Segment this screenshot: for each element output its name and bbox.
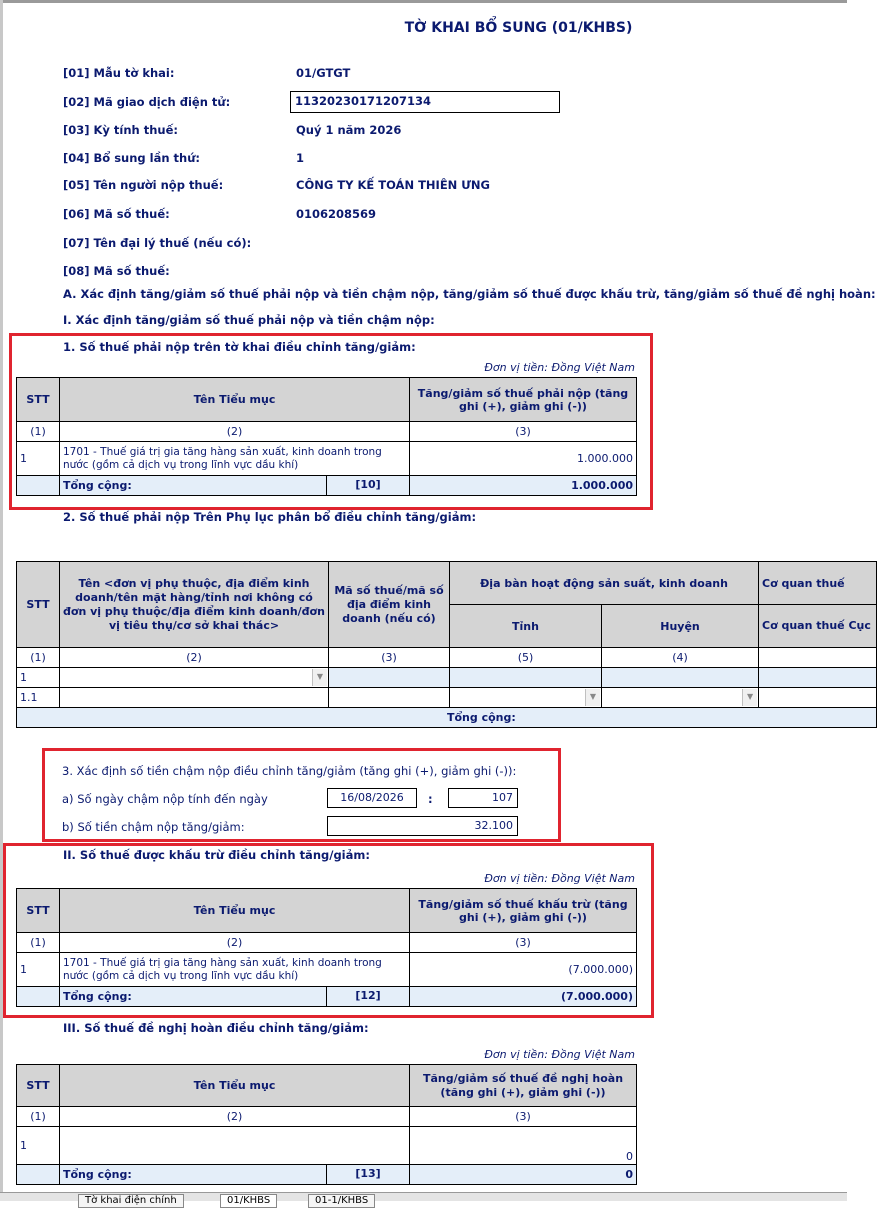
value-supplement-number: 1 (296, 151, 305, 165)
late-days-label: a) Số ngày chậm nộp tính đến ngày (62, 792, 268, 806)
window-top-border (0, 0, 847, 3)
label-tax-period: [03] Kỳ tính thuế: (63, 123, 179, 137)
table2-row2-tinh-dropdown[interactable] (450, 688, 602, 708)
table-iii-total-blank (17, 1165, 60, 1185)
table-ii-total-label: Tổng cộng: (63, 990, 132, 1003)
table-ii-num-1: (1) (17, 933, 60, 953)
table-iii (16, 1064, 637, 1185)
table2-header-tinh: Tỉnh (450, 605, 602, 648)
table-iii-row-name[interactable] (60, 1127, 410, 1165)
label-transaction-code: [02] Mã giao dịch điện tử: (63, 95, 231, 109)
table-iii-row-stt: 1 (17, 1127, 60, 1165)
chevron-down-icon[interactable]: ▼ (585, 689, 600, 706)
label-tax-agent: [07] Tên đại lý thuế (nếu có): (63, 236, 252, 250)
table2-row2-name[interactable] (60, 688, 329, 708)
table2-row1-mst (329, 668, 450, 688)
table1-header-name: Tên Tiểu mục (60, 378, 410, 422)
tab-01-1-khbs[interactable]: 01-1/KHBS (308, 1194, 375, 1208)
table-ii-row-stt: 1 (17, 953, 60, 987)
table1-row-stt: 1 (17, 442, 60, 476)
table1-total-label-cell (60, 476, 410, 496)
table-ii-header-stt: STT (17, 889, 60, 933)
table2-header-cq: Cơ quan thuế (759, 562, 877, 605)
table-ii (16, 888, 637, 1007)
table2-num-blank (759, 648, 877, 668)
value-taxpayer-name: CÔNG TY KẾ TOÁN THIÊN ƯNG (296, 178, 490, 192)
table2-total-label: Tổng cộng: (17, 708, 877, 728)
value-tax-period: Quý 1 năm 2026 (296, 123, 402, 137)
window-left-border (0, 0, 3, 1200)
value-tax-code: 0106208569 (296, 207, 377, 221)
table-iii-num-1: (1) (17, 1107, 60, 1127)
table2-row2-stt: 1.1 (17, 688, 60, 708)
table-ii-row-value[interactable]: (7.000.000) (410, 953, 637, 987)
label-supplement-number: [04] Bổ sung lần thứ: (63, 151, 201, 165)
late-days-field[interactable]: 107 (448, 788, 518, 808)
late-amount-label: b) Số tiền chậm nộp tăng/giảm: (62, 820, 245, 834)
table2-row1-tinh (450, 668, 602, 688)
table-iii-num-2: (2) (60, 1107, 410, 1127)
table1-row-name[interactable]: 1701 - Thuế giá trị gia tăng hàng sản xuất, kinh doanh trong nước (gồm cả dịch vụ trong lĩnh vực dầu khí) (60, 442, 410, 476)
sheet-tab-bar (0, 1192, 847, 1206)
table1-num-3: (3) (410, 422, 637, 442)
table1-row-value[interactable]: 1.000.000 (410, 442, 637, 476)
table-iii-total-label: Tổng cộng: (63, 1168, 132, 1181)
table-iii-row-value[interactable]: 0 (410, 1127, 637, 1165)
table1-num-2: (2) (60, 422, 410, 442)
table-iii-header-stt: STT (17, 1065, 60, 1107)
table1-header-stt: STT (17, 378, 60, 422)
table1-num-1: (1) (17, 422, 60, 442)
table-ii-total-label-cell (60, 987, 410, 1007)
table-iii-header-name: Tên Tiểu mục (60, 1065, 410, 1107)
table2-num-2: (2) (60, 648, 329, 668)
table-ii-num-3: (3) (410, 933, 637, 953)
table2-header-area: Địa bàn hoạt động sản suất, kinh doanh (450, 562, 759, 605)
table1-header-value: Tăng/giảm số thuế phải nộp (tăng ghi (+), giảm ghi (-)) (410, 378, 637, 422)
table2-heading: 2. Số thuế phải nộp Trên Phụ lục phân bổ điều chỉnh tăng/giảm: (63, 510, 477, 524)
label-taxpayer-name: [05] Tên người nộp thuế: (63, 178, 224, 192)
late-amount-field[interactable]: 32.100 (327, 816, 518, 836)
table1-total-code: [10] (326, 476, 409, 495)
late-date-field[interactable]: 16/08/2026 (327, 788, 417, 808)
table2-header-name: Tên <đơn vị phụ thuộc, địa điểm kinh doanh/tên mặt hàng/tỉnh nơi không có đơn vị phụ thuộc/địa điểm kinh doanh/đơn vị tiêu thụ/cơ sở khai thác> (60, 562, 329, 648)
label-agent-tax-code: [08] Mã số thuế: (63, 264, 170, 278)
table2-row2-mst[interactable] (329, 688, 450, 708)
table-row (17, 688, 877, 708)
table-ii-header-value: Tăng/giảm số thuế khấu trừ (tăng ghi (+), giảm ghi (-)) (410, 889, 637, 933)
table-ii-total-code: [12] (326, 987, 409, 1006)
table-iii-heading: III. Số thuế đề nghị hoàn điều chỉnh tăng/giảm: (63, 1021, 369, 1035)
tab-main-declaration[interactable]: Tờ khai điện chính (78, 1194, 184, 1208)
chevron-down-icon[interactable]: ▼ (742, 689, 757, 706)
table2-row1-huyen (602, 668, 759, 688)
table2-header-mst: Mã số thuế/mã số địa điểm kinh doanh (nếu có) (329, 562, 450, 648)
table-ii-total-value: (7.000.000) (410, 987, 637, 1007)
table-ii-unit: Đơn vị tiền: Đồng Việt Nam (484, 872, 635, 885)
table2-row2-huyen-dropdown[interactable] (602, 688, 759, 708)
table2-num-1: (1) (17, 648, 60, 668)
table-row (17, 953, 637, 987)
table-iii-unit: Đơn vị tiền: Đồng Việt Nam (484, 1048, 635, 1061)
table2-num-4: (4) (602, 648, 759, 668)
table1 (16, 377, 637, 496)
table1-heading: 1. Số thuế phải nộp trên tờ khai điều chỉnh tăng/giảm: (63, 340, 416, 354)
table1-total-value: 1.000.000 (410, 476, 637, 496)
date-separator: : (428, 792, 433, 806)
table2-row2-cq[interactable] (759, 688, 877, 708)
table-ii-row-name[interactable]: 1701 - Thuế giá trị gia tăng hàng sản xuất, kinh doanh trong nước (gồm cả dịch vụ trong lĩnh vực dầu khí) (60, 953, 410, 987)
section-a-heading: A. Xác định tăng/giảm số thuế phải nộp và tiền chậm nộp, tăng/giảm số thuế được khấu trừ, tăng/giảm số thuế đề nghị hoàn: (63, 287, 876, 301)
table-iii-total-code: [13] (326, 1165, 409, 1184)
table-row (17, 668, 877, 688)
table-iii-total-label-cell (60, 1165, 410, 1185)
label-form-type: [01] Mẫu tờ khai: (63, 66, 175, 80)
page-title: TỜ KHAI BỔ SUNG (01/KHBS) (404, 20, 633, 36)
table2-header-cq-cuc: Cơ quan thuế Cục (759, 605, 877, 648)
table-ii-heading: II. Số thuế được khấu trừ điều chỉnh tăng/giảm: (63, 848, 370, 862)
label-tax-code: [06] Mã số thuế: (63, 207, 170, 221)
table-iii-header-value: Tăng/giảm số thuế đề nghị hoàn (tăng ghi (+), giảm ghi (-)) (410, 1065, 637, 1107)
chevron-down-icon[interactable]: ▼ (312, 669, 327, 686)
table2-num-5: (5) (450, 648, 602, 668)
table-row (17, 1127, 637, 1165)
table2-row1-cq (759, 668, 877, 688)
tab-01-khbs[interactable]: 01/KHBS (220, 1194, 277, 1208)
table2-row1-stt: 1 (17, 668, 60, 688)
section-i-heading: I. Xác định tăng/giảm số thuế phải nộp và tiền chậm nộp: (63, 313, 435, 327)
transaction-code-field[interactable]: 11320230171207134 (290, 91, 560, 113)
table2-header-huyen: Huyện (602, 605, 759, 648)
table-iii-total-value: 0 (410, 1165, 637, 1185)
section3-heading: 3. Xác định số tiền chậm nộp điều chỉnh tăng/giảm (tăng ghi (+), giảm ghi (-)): (62, 764, 517, 778)
table2 (16, 561, 877, 728)
table-iii-num-3: (3) (410, 1107, 637, 1127)
table1-total-label: Tổng cộng: (63, 479, 132, 492)
value-form-type: 01/GTGT (296, 66, 351, 80)
table2-num-3: (3) (329, 648, 450, 668)
table-row (17, 442, 637, 476)
table-ii-header-name: Tên Tiểu mục (60, 889, 410, 933)
table-ii-num-2: (2) (60, 933, 410, 953)
table1-unit: Đơn vị tiền: Đồng Việt Nam (484, 361, 635, 374)
table1-total-blank (17, 476, 60, 496)
table2-row1-unit-dropdown[interactable] (60, 668, 329, 688)
table-ii-total-blank (17, 987, 60, 1007)
table2-header-stt: STT (17, 562, 60, 648)
